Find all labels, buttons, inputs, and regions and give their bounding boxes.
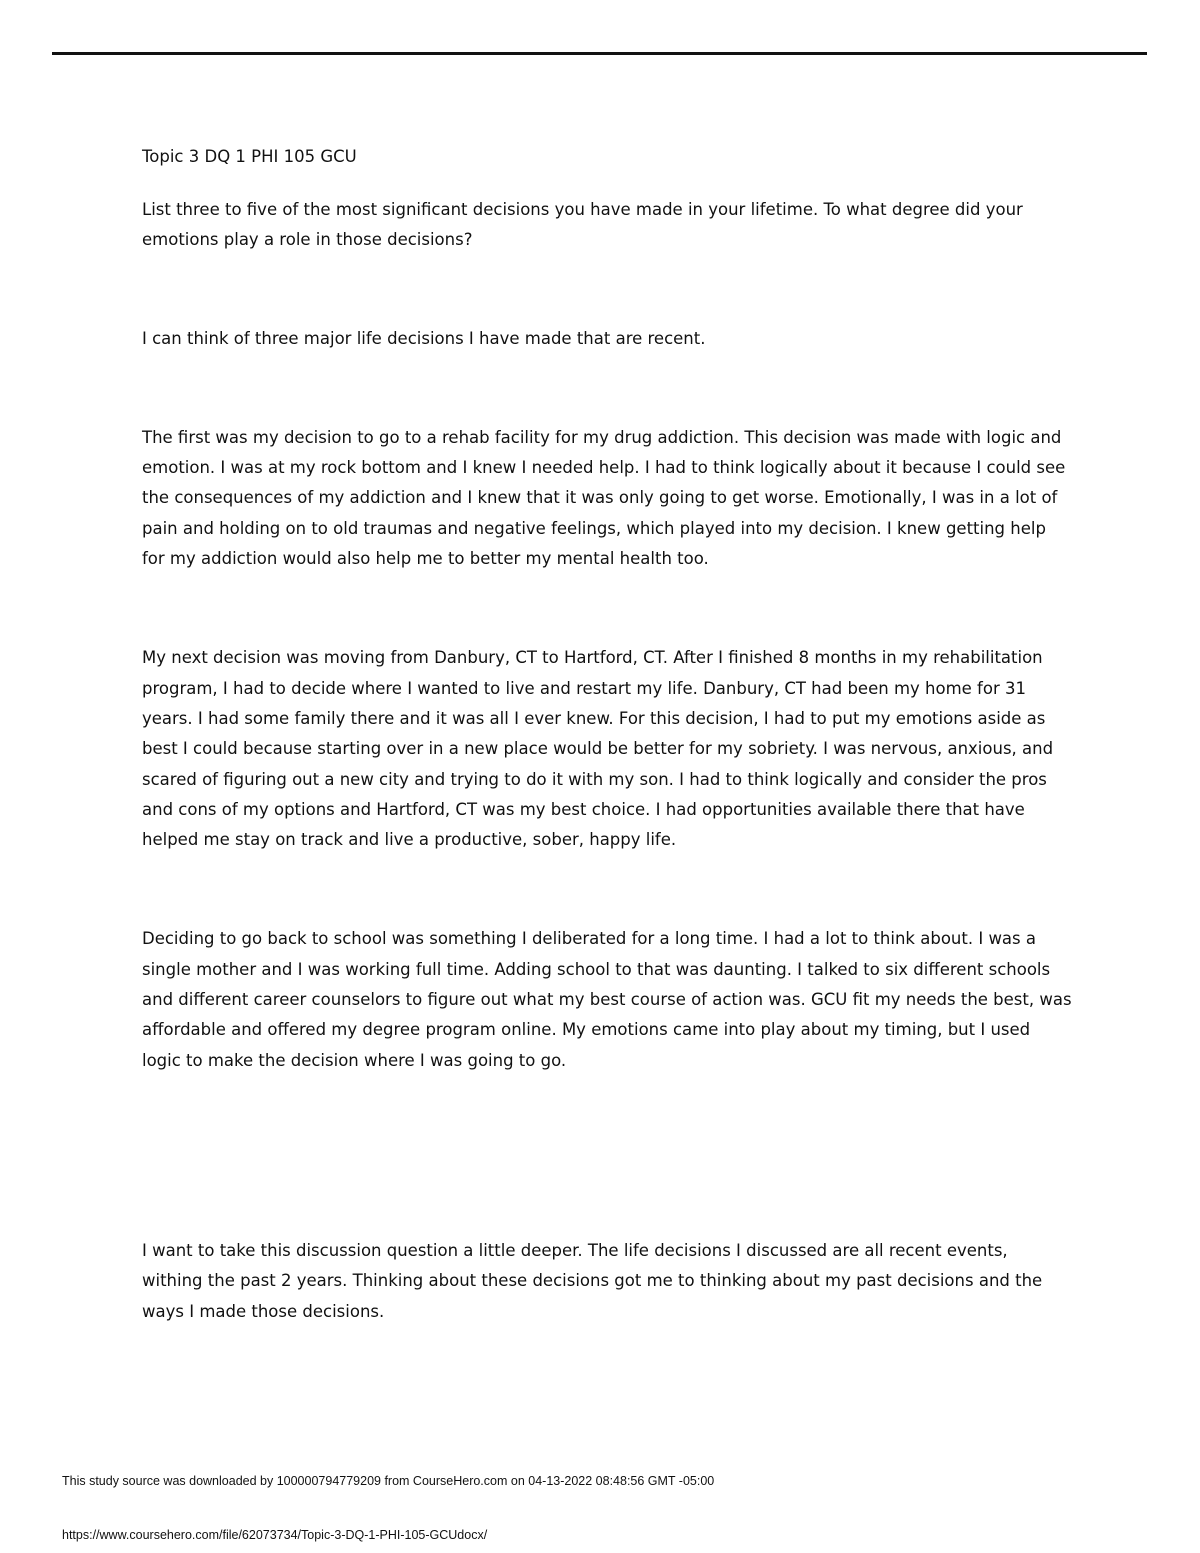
paragraph-school-decision: Deciding to go back to school was something I deliberated for a long time. I had a lot to think about. I was a single mother and I was working full time. Adding school to that was daunting. I talked to six different schools and different career counselors to figure out what my best course of action was. GCU fit my needs the best, was affordable and offered my degree program online. My emotions came into play about my timing, but I used logic to make the decision where I was going to go.	[142, 929, 1072, 1070]
paragraph-reflection: I want to take this discussion question a little deeper. The life decisions I discussed are all recent events, withing the past 2 years. Thinking about these decisions got me to thinking about my past decisions and the ways I made those decisions.	[142, 1240, 1043, 1321]
paragraph-rehab-decision: The first was my decision to go to a rehab facility for my drug addiction. This decision was made with logic and emotion. I was at my rock bottom and I knew I needed help. I had to think logically about it because I could see the consequences of my addiction and I knew that it was only going to get worse. Emotionally, I was in a lot of pain and holding on to old traumas and negative feelings, which played into my decision. I knew getting help for my addiction would also help me to better my mental health too.	[142, 427, 1066, 569]
download-source-notice: This study source was downloaded by 100000794779209 from CourseHero.com on 04-13-2022 08:48:56 GMT -05:00	[62, 1474, 715, 1488]
source-url[interactable]: https://www.coursehero.com/file/62073734/Topic-3-DQ-1-PHI-105-GCUdocx/	[62, 1528, 488, 1542]
discussion-prompt: List three to five of the most significant decisions you have made in your lifetime. To what degree did your emotions play a role in those decisions?	[142, 200, 1023, 250]
paragraph-moving-decision: My next decision was moving from Danbury, CT to Hartford, CT. After I finished 8 months in my rehabilitation program, I had to decide where I wanted to live and restart my life. Danbury, CT had been my home for 31 years. I had some family there and it was all I ever knew. For this decision, I had to put my emotions aside as best I could because starting over in a new place would be better for my sobriety. I was nervous, anxious, and scared of figuring out a new city and trying to do it with my son. I had to think logically and consider the pros and cons of my options and Hartford, CT was my best choice. I had opportunities available there that have helped me stay on track and live a productive, sober, happy life.	[142, 648, 1054, 850]
document-body	[142, 145, 1072, 1327]
document-title: Topic 3 DQ 1 PHI 105 GCU	[142, 147, 357, 166]
paragraph-intro: I can think of three major life decisions I have made that are recent.	[142, 328, 706, 348]
header-divider	[52, 52, 1147, 55]
